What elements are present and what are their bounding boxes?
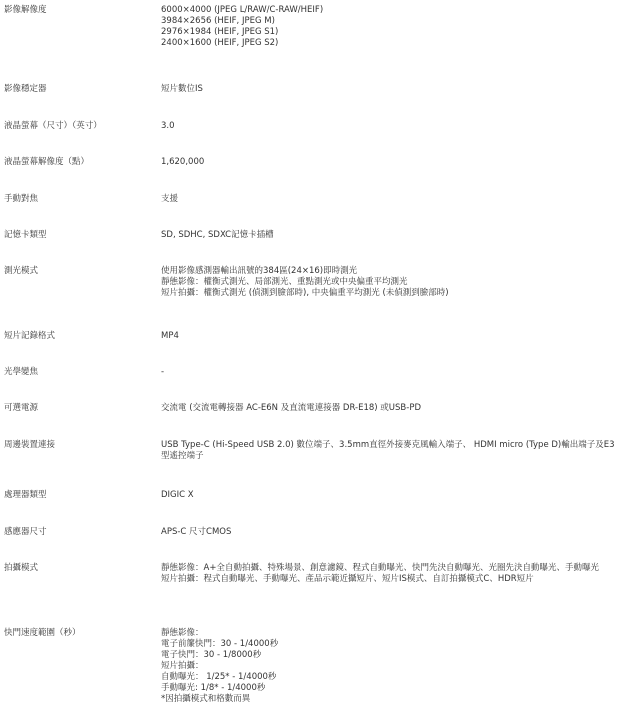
spec-value (161, 331, 631, 342)
spec-value-line: 6000×4000 (JPEG L/RAW/C-RAW/HEIF) (161, 5, 324, 15)
spec-value-line: - (161, 367, 165, 377)
spec-value (161, 490, 631, 501)
spec-value-line: MP4 (161, 331, 179, 341)
spec-label: 處理器類型 (4, 490, 47, 500)
spec-label: 可選電源 (4, 403, 39, 413)
spec-label: 感應器尺寸 (4, 527, 47, 537)
spec-label: 測光模式 (4, 266, 39, 276)
spec-value-line: 電子前簾快門：30 - 1/4000秒 (161, 639, 279, 649)
spec-value-line: 靜態影像： (161, 628, 204, 638)
spec-value (161, 194, 631, 205)
spec-value-line: 2976×1984 (HEIF, JPEG S1) (161, 27, 279, 37)
spec-value-line: 3984×2656 (HEIF, JPEG M) (161, 16, 275, 26)
spec-value-line: *因拍攝模式和格數而異 (161, 694, 251, 704)
spec-value-line: 3.0 (161, 121, 175, 131)
spec-value-line: 短片數位IS (161, 84, 203, 94)
spec-value-line: 短片拍攝：程式自動曝光、手動曝光、產品示範近攝短片、短片IS模式、自訂拍攝模式C、HDR短片 (161, 574, 534, 584)
spec-value (161, 628, 631, 705)
spec-value (161, 403, 631, 414)
spec-label: 拍攝模式 (4, 563, 39, 573)
spec-label: 液晶螢幕（尺寸）（英寸） (4, 121, 102, 131)
spec-value (161, 84, 631, 95)
spec-value-line: 靜態影像：權衡式測光、局部測光、重點測光或中央偏重平均測光 (161, 277, 408, 287)
spec-value-line: SD, SDHC, SDXC記憶卡插槽 (161, 230, 274, 240)
spec-value-line: 靜態影像：A+全自動拍攝、特殊場景、創意濾鏡、程式自動曝光、快門先決自動曝光、光圈先決自動曝光、手動曝光 (161, 563, 599, 573)
spec-value (161, 527, 631, 538)
spec-value (161, 230, 631, 241)
spec-label: 手動對焦 (4, 194, 39, 204)
spec-value (161, 157, 631, 168)
spec-value-line: 2400×1600 (HEIF, JPEG S2) (161, 38, 279, 48)
spec-value-line: DIGIC X (161, 490, 194, 500)
spec-value-line: APS-C 尺寸CMOS (161, 527, 232, 537)
spec-value-line: 自動曝光： 1/25* - 1/4000秒 (161, 672, 277, 682)
spec-value-line: 手動曝光: 1/8* - 1/4000秒 (161, 683, 266, 693)
spec-label: 液晶螢幕解像度（點） (4, 157, 90, 167)
spec-value-line: 短片拍攝：權衡式測光 (偵測到臉部時), 中央偏重平均測光 (未偵測到臉部時) (161, 288, 449, 298)
spec-label: 記憶卡類型 (4, 230, 47, 240)
spec-value (161, 5, 631, 49)
spec-value-line: 電子快門：30 - 1/8000秒 (161, 650, 262, 660)
spec-value (161, 440, 623, 462)
spec-label: 短片記錄格式 (4, 331, 56, 341)
spec-value-line: 短片拍攝： (161, 661, 204, 671)
spec-value-line: 交流電 (交流電轉接器 AC-E6N 及直流電連接器 DR-E18) 或USB-PD (161, 403, 421, 413)
spec-label: 周邊裝置連接 (4, 440, 56, 450)
spec-label: 光學變焦 (4, 367, 39, 377)
spec-label: 影像穩定器 (4, 84, 47, 94)
spec-label: 快門速度範圍（秒） (4, 628, 81, 638)
spec-value (161, 266, 631, 299)
spec-value-line: 支援 (161, 194, 179, 204)
spec-label: 影像解像度 (4, 5, 47, 15)
spec-value (161, 563, 631, 585)
spec-value (161, 367, 631, 378)
spec-value-line: 使用影像感測器輸出訊號的384區(24×16)即時測光 (161, 266, 358, 276)
spec-value (161, 121, 631, 132)
spec-value-line: 1,620,000 (161, 157, 205, 167)
spec-value-line: USB Type-C (Hi-Speed USB 2.0) 數位端子、3.5mm直徑外接麥克風輸入端子、 HDMI micro (Type D)輸出端子及E3型遙控端子 (161, 440, 615, 461)
